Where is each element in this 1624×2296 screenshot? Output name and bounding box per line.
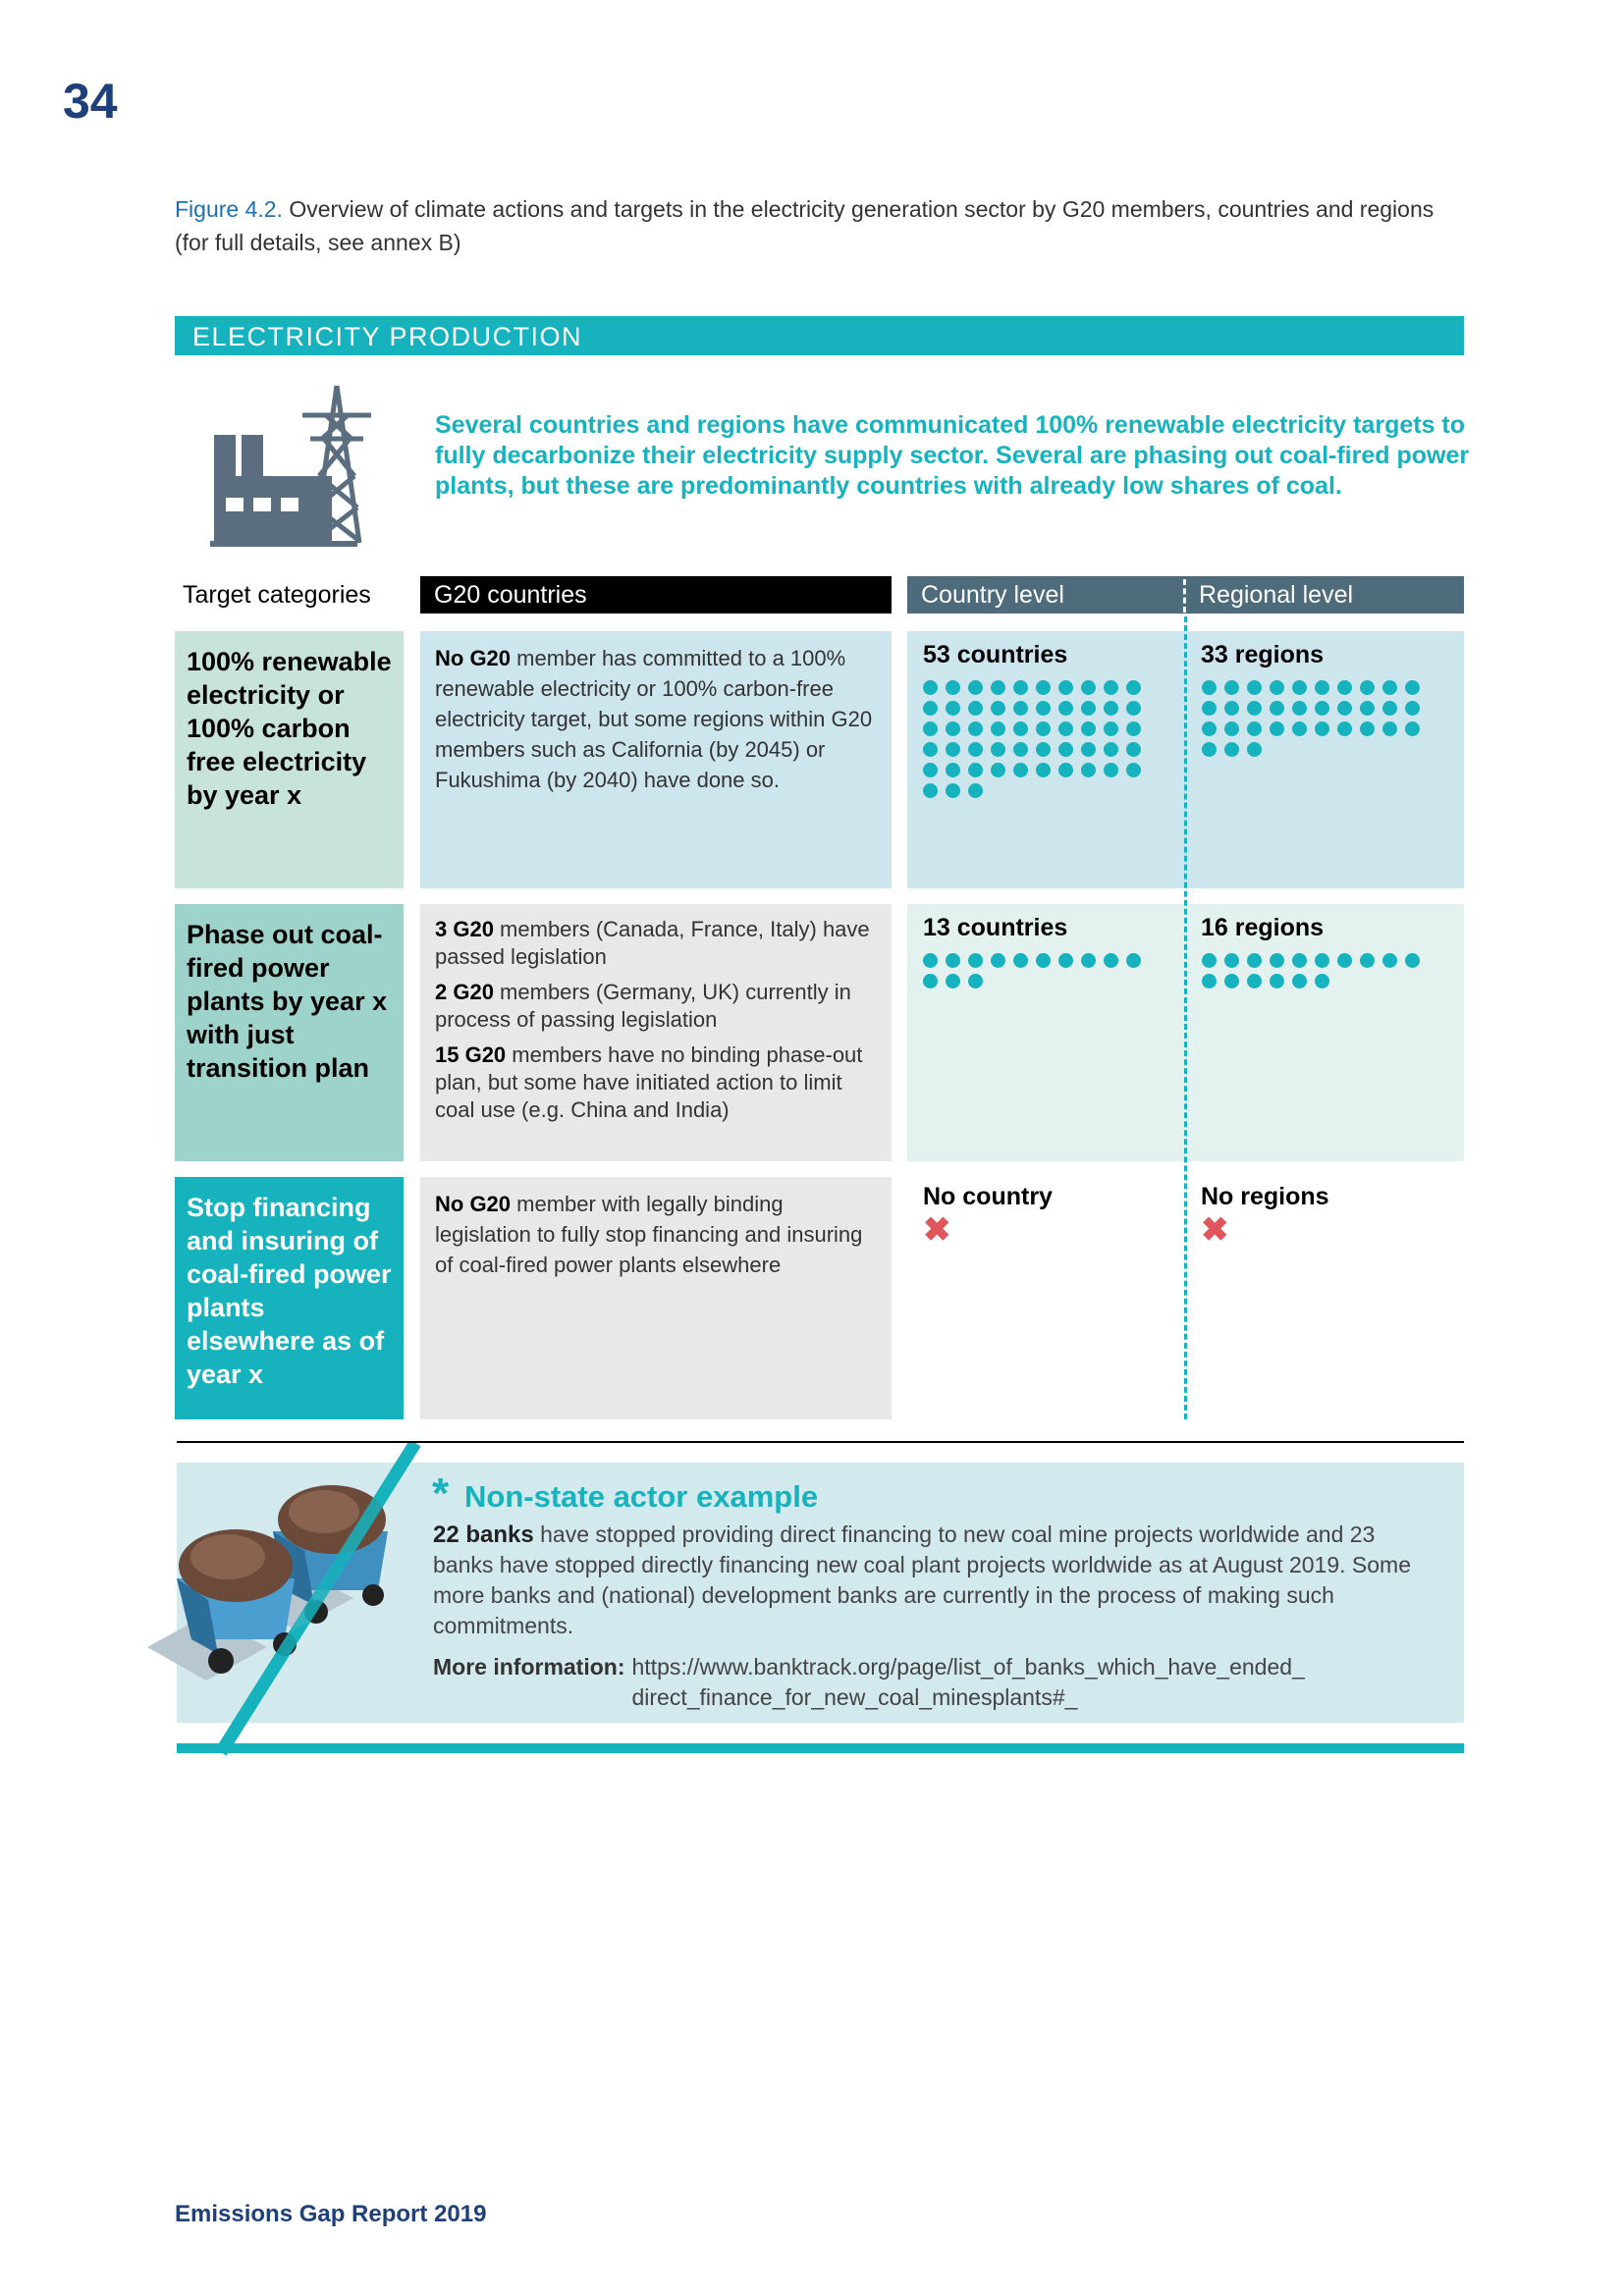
dot-icon xyxy=(968,742,983,757)
target-renewable: 100% renewable electricity or 100% carbon free electricity by year x xyxy=(175,631,404,888)
dot-icon xyxy=(1202,701,1217,716)
dot-icon xyxy=(1081,742,1096,757)
dot-icon xyxy=(991,680,1005,695)
dot-icon xyxy=(1036,721,1051,736)
dot-icon xyxy=(1360,721,1375,736)
header-country-level: Country level xyxy=(921,581,1064,609)
dot-icon xyxy=(946,701,960,716)
dot-icon xyxy=(1382,953,1397,968)
dot-icon xyxy=(1081,721,1096,736)
g20-item-bold: 15 G20 xyxy=(435,1042,507,1067)
header-g20-countries: G20 countries xyxy=(420,576,892,614)
dot-icon xyxy=(968,721,983,736)
dot-icon xyxy=(1382,701,1397,716)
dot-icon xyxy=(1058,953,1073,968)
g20-item xyxy=(435,916,877,971)
dot-icon xyxy=(1405,953,1420,968)
dot-icon xyxy=(1202,680,1217,695)
dot-icon xyxy=(1036,953,1051,968)
dot-icon xyxy=(1058,701,1073,716)
dot-icon xyxy=(1202,953,1217,968)
dot-icon xyxy=(923,680,938,695)
dot-icon xyxy=(1360,680,1375,695)
dot-icon xyxy=(1104,721,1118,736)
header-regional-level: Regional level xyxy=(1199,581,1354,609)
region-count-label: No regions xyxy=(1201,1183,1329,1210)
dot-icon xyxy=(1247,742,1262,757)
dot-icon xyxy=(1202,974,1217,988)
g20-bold: No G20 xyxy=(435,1192,512,1216)
dot-icon xyxy=(1360,701,1375,716)
g20-stop-financing xyxy=(420,1177,892,1419)
dot-icon xyxy=(1126,701,1141,716)
dot-icon xyxy=(1081,953,1096,968)
g20-bold: No G20 xyxy=(435,646,512,670)
g20-item xyxy=(435,979,877,1034)
g20-item-text: members (Germany, UK) currently in process of passing legislation xyxy=(435,980,851,1032)
header-target-categories: Target categories xyxy=(183,581,371,609)
dot-icon xyxy=(1058,742,1073,757)
more-info-url-line1[interactable]: https://www.banktrack.org/page/list_of_banks_which_have_ended_ xyxy=(631,1654,1305,1680)
dot-icon xyxy=(1013,721,1028,736)
country-dots xyxy=(923,680,1159,798)
dot-icon xyxy=(1247,721,1262,736)
dot-icon xyxy=(968,701,983,716)
g20-renewable xyxy=(420,631,892,888)
dot-icon xyxy=(1036,763,1051,777)
more-information xyxy=(433,1652,1425,1713)
g20-item-bold: 3 G20 xyxy=(435,917,494,941)
level-divider xyxy=(1184,616,1187,1419)
dot-icon xyxy=(1104,680,1118,695)
g20-item-text: members (Canada, France, Italy) have passed legislation xyxy=(435,917,870,969)
dot-icon xyxy=(1202,742,1217,757)
dot-icon xyxy=(1126,953,1141,968)
region-dots xyxy=(1202,953,1437,988)
more-info-url-line2[interactable]: direct_finance_for_new_coal_minesplants#_ xyxy=(631,1684,1078,1710)
dot-icon xyxy=(1224,953,1239,968)
dot-icon xyxy=(946,680,960,695)
dot-icon xyxy=(968,783,983,798)
dot-icon xyxy=(1270,953,1284,968)
dot-icon xyxy=(1292,974,1307,988)
dot-icon xyxy=(1036,680,1051,695)
dot-icon xyxy=(1270,701,1284,716)
dot-icon xyxy=(1337,701,1352,716)
dot-icon xyxy=(1224,680,1239,695)
dot-icon xyxy=(968,953,983,968)
country-count-label: 53 countries xyxy=(923,641,1068,668)
dot-icon xyxy=(1224,701,1239,716)
page-number: 34 xyxy=(63,74,118,129)
dot-icon xyxy=(1315,680,1329,695)
dot-icon xyxy=(923,974,938,988)
dot-icon xyxy=(1081,701,1096,716)
dot-icon xyxy=(1058,763,1073,777)
figure-caption-text: Overview of climate actions and targets in the electricity generation sector by G20 members, countries and regions (for full details, see annex B) xyxy=(175,196,1435,255)
x-mark-icon: ✖ xyxy=(1201,1211,1229,1249)
dot-icon xyxy=(991,763,1005,777)
dot-icon xyxy=(1292,721,1307,736)
country-count-label: No country xyxy=(923,1183,1053,1210)
x-mark-icon: ✖ xyxy=(923,1211,951,1249)
dot-icon xyxy=(923,701,938,716)
dot-icon xyxy=(968,680,983,695)
dot-icon xyxy=(946,974,960,988)
dot-icon xyxy=(1247,701,1262,716)
non-state-bottom-bar xyxy=(177,1743,1464,1753)
dot-icon xyxy=(991,701,1005,716)
dot-icon xyxy=(923,763,938,777)
asterisk-icon: * xyxy=(432,1469,450,1518)
dot-icon xyxy=(946,721,960,736)
dot-icon xyxy=(1405,680,1420,695)
dot-icon xyxy=(1315,974,1329,988)
dot-icon xyxy=(1013,953,1028,968)
dot-icon xyxy=(1224,742,1239,757)
dot-icon xyxy=(1337,721,1352,736)
dot-icon xyxy=(1224,721,1239,736)
dot-icon xyxy=(1382,680,1397,695)
non-state-text: have stopped providing direct financing to new coal mine projects worldwide and 23 banks have stopped directly financing new coal plant projects worldwide as at August 2019. Some more banks and (national) development banks are currently in the process of making such commitments. xyxy=(433,1522,1411,1638)
dot-icon xyxy=(1104,953,1118,968)
dot-icon xyxy=(1126,680,1141,695)
dot-icon xyxy=(1337,680,1352,695)
g20-text: member has committed to a 100% renewable electricity or 100% carbon-free electricity target, but some regions within G20 members such as California (by 2045) or Fukushima (by 2040) have done so. xyxy=(435,646,873,792)
dot-icon xyxy=(1270,721,1284,736)
g20-item-bold: 2 G20 xyxy=(435,980,494,1004)
dot-icon xyxy=(991,953,1005,968)
dot-icon xyxy=(946,953,960,968)
dot-icon xyxy=(1270,680,1284,695)
region-count-label: 16 regions xyxy=(1201,914,1325,941)
dot-icon xyxy=(1337,953,1352,968)
figure-caption xyxy=(175,192,1471,259)
dot-icon xyxy=(1126,763,1141,777)
dot-icon xyxy=(1013,680,1028,695)
non-state-body xyxy=(433,1520,1415,1641)
intro-text: Several countries and regions have communicated 100% renewable electricity targets to fully decarbonize their electricity supply sector. Several are phasing out coal-fired power plants, but these are predominantly countries with already low shares of coal. xyxy=(435,411,1470,500)
dot-icon xyxy=(1292,953,1307,968)
dot-icon xyxy=(1013,763,1028,777)
target-phase-out: Phase out coal-fired power plants by year x with just transition plan xyxy=(175,904,404,1161)
figure-label: Figure 4.2. xyxy=(175,196,283,222)
dot-icon xyxy=(1247,680,1262,695)
dot-icon xyxy=(946,742,960,757)
header-divider xyxy=(1183,579,1186,613)
country-dots xyxy=(923,953,1159,988)
dot-icon xyxy=(1247,953,1262,968)
dot-icon xyxy=(1292,680,1307,695)
dot-icon xyxy=(946,763,960,777)
dot-icon xyxy=(1081,763,1096,777)
dot-icon xyxy=(1292,701,1307,716)
factory-pylon-icon xyxy=(204,378,381,555)
country-count-label: 13 countries xyxy=(923,914,1068,941)
dot-icon xyxy=(1315,701,1329,716)
dot-icon xyxy=(1360,953,1375,968)
dot-icon xyxy=(1126,742,1141,757)
dot-icon xyxy=(1405,721,1420,736)
dot-icon xyxy=(1058,721,1073,736)
dot-icon xyxy=(1013,701,1028,716)
dot-icon xyxy=(1013,742,1028,757)
dot-icon xyxy=(923,783,938,798)
coal-cart-icon xyxy=(147,1443,432,1757)
target-stop-financing: Stop financing and insuring of coal-fired power plants elsewhere as of year x xyxy=(175,1177,404,1419)
dot-icon xyxy=(923,953,938,968)
g20-text: member with legally binding legislation to fully stop financing and insuring of coal-fired power plants elsewhere xyxy=(435,1192,863,1277)
dot-icon xyxy=(1036,742,1051,757)
dot-icon xyxy=(1126,721,1141,736)
dot-icon xyxy=(991,742,1005,757)
dot-icon xyxy=(1247,974,1262,988)
dot-icon xyxy=(968,974,983,988)
dot-icon xyxy=(1104,763,1118,777)
dot-icon xyxy=(1081,680,1096,695)
more-info-label: More information: xyxy=(433,1654,625,1680)
dot-icon xyxy=(946,783,960,798)
g20-item xyxy=(435,1041,877,1124)
non-state-bold: 22 banks xyxy=(433,1522,534,1548)
dot-icon xyxy=(1382,721,1397,736)
dot-icon xyxy=(991,721,1005,736)
dot-icon xyxy=(923,742,938,757)
dot-icon xyxy=(1315,721,1329,736)
footer-report-title: Emissions Gap Report 2019 xyxy=(175,2201,487,2227)
g20-item-text: members have no binding phase-out plan, but some have initiated action to limit coal use (e.g. China and India) xyxy=(435,1042,863,1122)
dot-icon xyxy=(1224,974,1239,988)
dot-icon xyxy=(1104,742,1118,757)
region-count-label: 33 regions xyxy=(1201,641,1325,668)
dot-icon xyxy=(1104,701,1118,716)
dot-icon xyxy=(1202,721,1217,736)
dot-icon xyxy=(1315,953,1329,968)
dot-icon xyxy=(923,721,938,736)
dot-icon xyxy=(1036,701,1051,716)
dot-icon xyxy=(1270,974,1284,988)
non-state-title: Non-state actor example xyxy=(464,1479,819,1514)
dot-icon xyxy=(1405,701,1420,716)
section-banner: ELECTRICITY PRODUCTION xyxy=(175,316,1464,355)
region-dots xyxy=(1202,680,1437,757)
g20-phase-out xyxy=(420,904,892,1161)
dot-icon xyxy=(968,763,983,777)
dot-icon xyxy=(1058,680,1073,695)
